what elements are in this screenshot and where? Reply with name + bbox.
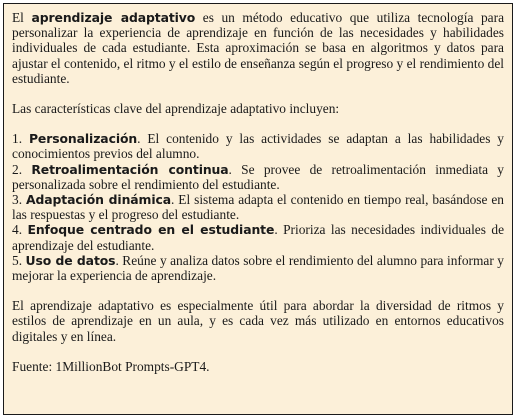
source-line: Fuente: 1MillionBot Prompts-GPT4. [12,358,210,374]
list-item-text: . Prioriza las necesidades individuales de aprendizaje del estudiante. [12,222,505,253]
intro-term: aprendizaje adaptativo [31,10,196,25]
list-item-text: . El contenido y las actividades se adaptan a las habilidades y conocimientos previos del alumno. [12,131,505,162]
list-item-text: . Se provee de retroalimentación inmediata y personalizada sobre el rendimiento del estudiante. [12,161,505,192]
list-item [12,162,504,192]
closing-paragraph: El aprendizaje adaptativo es especialmente útil para abordar la diversidad de ritmos y estilos de aprendizaje en un aula, y es cada vez más utilizado en entornos educativos digitales y en línea. [12,298,504,344]
spacer [12,86,504,101]
spacer [12,116,504,131]
list-item-title: Personalización [28,131,138,147]
list-item-title: Retroalimentación continua [31,161,229,177]
list-item [12,192,504,222]
list-item-title: Uso de datos [25,252,116,268]
text-box [3,3,513,415]
list-item-number: 4. [12,222,28,238]
intro-rest: es un método educativo que utiliza tecnología para personalizar la experiencia de aprendizaje en función de las necesidades y habilidades individuales de cada estudiante. Esta aproximación se basa en algoritmos y datos para ajustar el contenido, el ritmo y el estilo de enseñanza según el progreso y el rendimiento del estudiante. [12,10,505,86]
spacer [12,344,504,359]
characteristics-list [12,131,504,283]
list-item [12,131,504,161]
list-item-title: Enfoque centrado en el estudiante [27,222,275,238]
list-item-text: . Reúne y analiza datos sobre el rendimiento del alumno para informar y mejorar la experiencia de aprendizaje. [12,252,504,284]
list-item [12,222,504,252]
list-item-title: Adaptación dinámica [25,192,172,208]
list-item-text: . El sistema adapta el contenido en tiempo real, basándose en las respuestas y el progreso del estudiante. [12,192,505,223]
list-item-number: 2. [12,161,32,177]
list-item [12,253,504,283]
list-intro: Las características clave del aprendizaje adaptativo incluyen: [12,101,340,117]
spacer [12,283,504,298]
list-item-number: 3. [12,192,26,208]
intro-paragraph [12,10,504,86]
list-item-number: 5. [12,252,26,268]
list-item-number: 1. [12,131,29,147]
intro-lead: El [12,10,32,25]
